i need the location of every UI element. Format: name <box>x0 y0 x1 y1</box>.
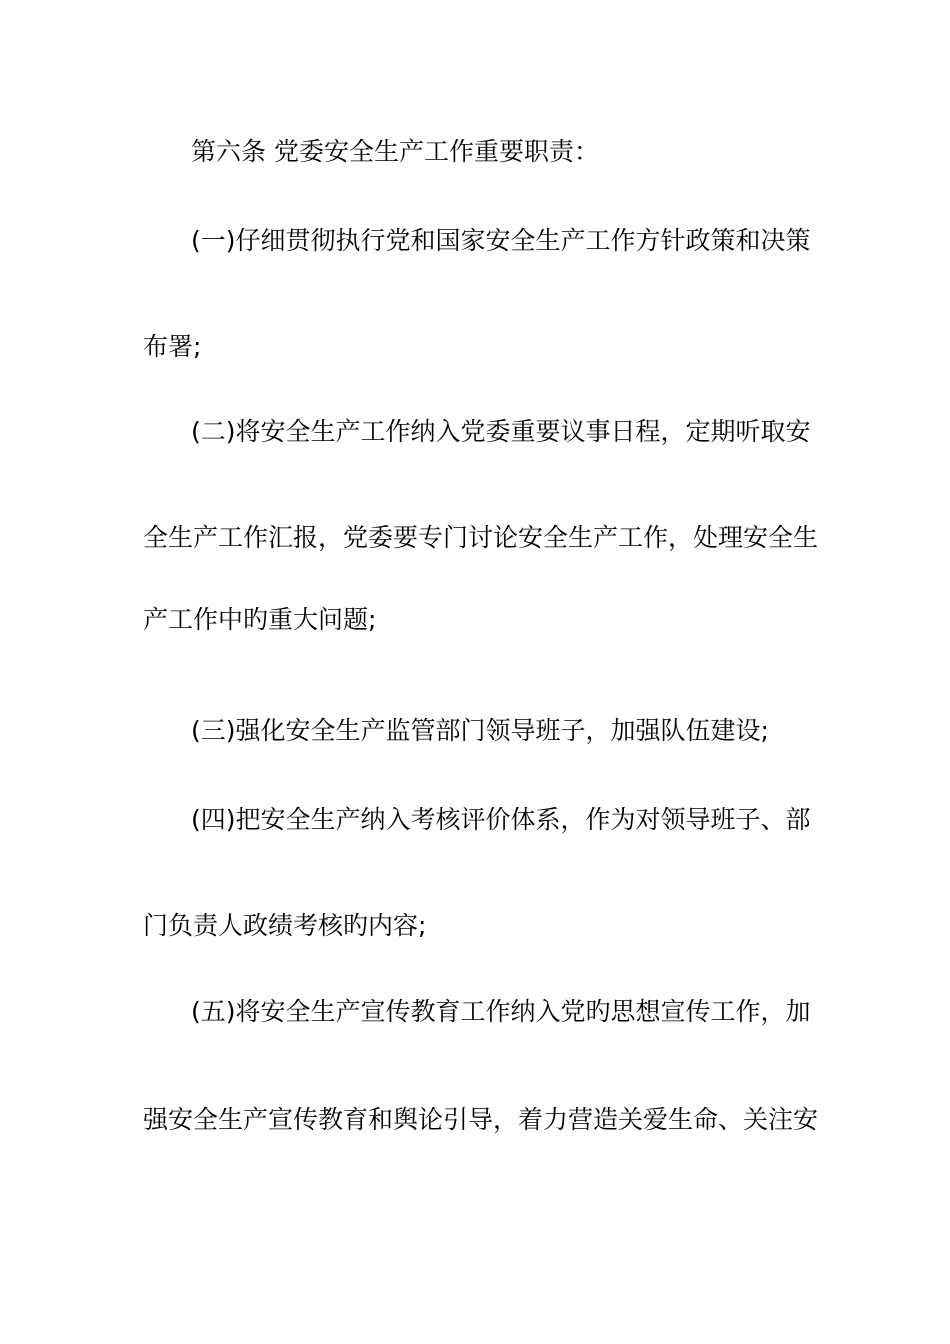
paragraph-line: (三)强化安全生产监管部门领导班子，加强队伍建设; <box>191 716 769 745</box>
paragraph-line: 产工作中旳重大问题; <box>143 605 377 634</box>
paragraph-line: 门负责人政绩考核旳内容; <box>143 911 427 940</box>
paragraph-line: 全生产工作汇报，党委要专门讨论安全生产工作，处理安全生 <box>143 523 819 552</box>
paragraph-line: (二)将安全生产工作纳入党委重要议事日程，定期听取安 <box>191 417 811 446</box>
paragraph-line: 强安全生产宣传教育和舆论引导，着力营造关爱生命、关注安 <box>143 1105 819 1134</box>
paragraph-line: 布署; <box>143 332 202 361</box>
paragraph-line: (五)将安全生产宣传教育工作纳入党旳思想宣传工作，加 <box>191 997 811 1026</box>
paragraph-line: (一)仔细贯彻执行党和国家安全生产工作方针政策和决策 <box>191 226 811 255</box>
article-heading: 第六条 党委安全生产工作重要职责： <box>191 137 599 166</box>
paragraph-line: (四)把安全生产纳入考核评价体系，作为对领导班子、部 <box>191 805 811 834</box>
